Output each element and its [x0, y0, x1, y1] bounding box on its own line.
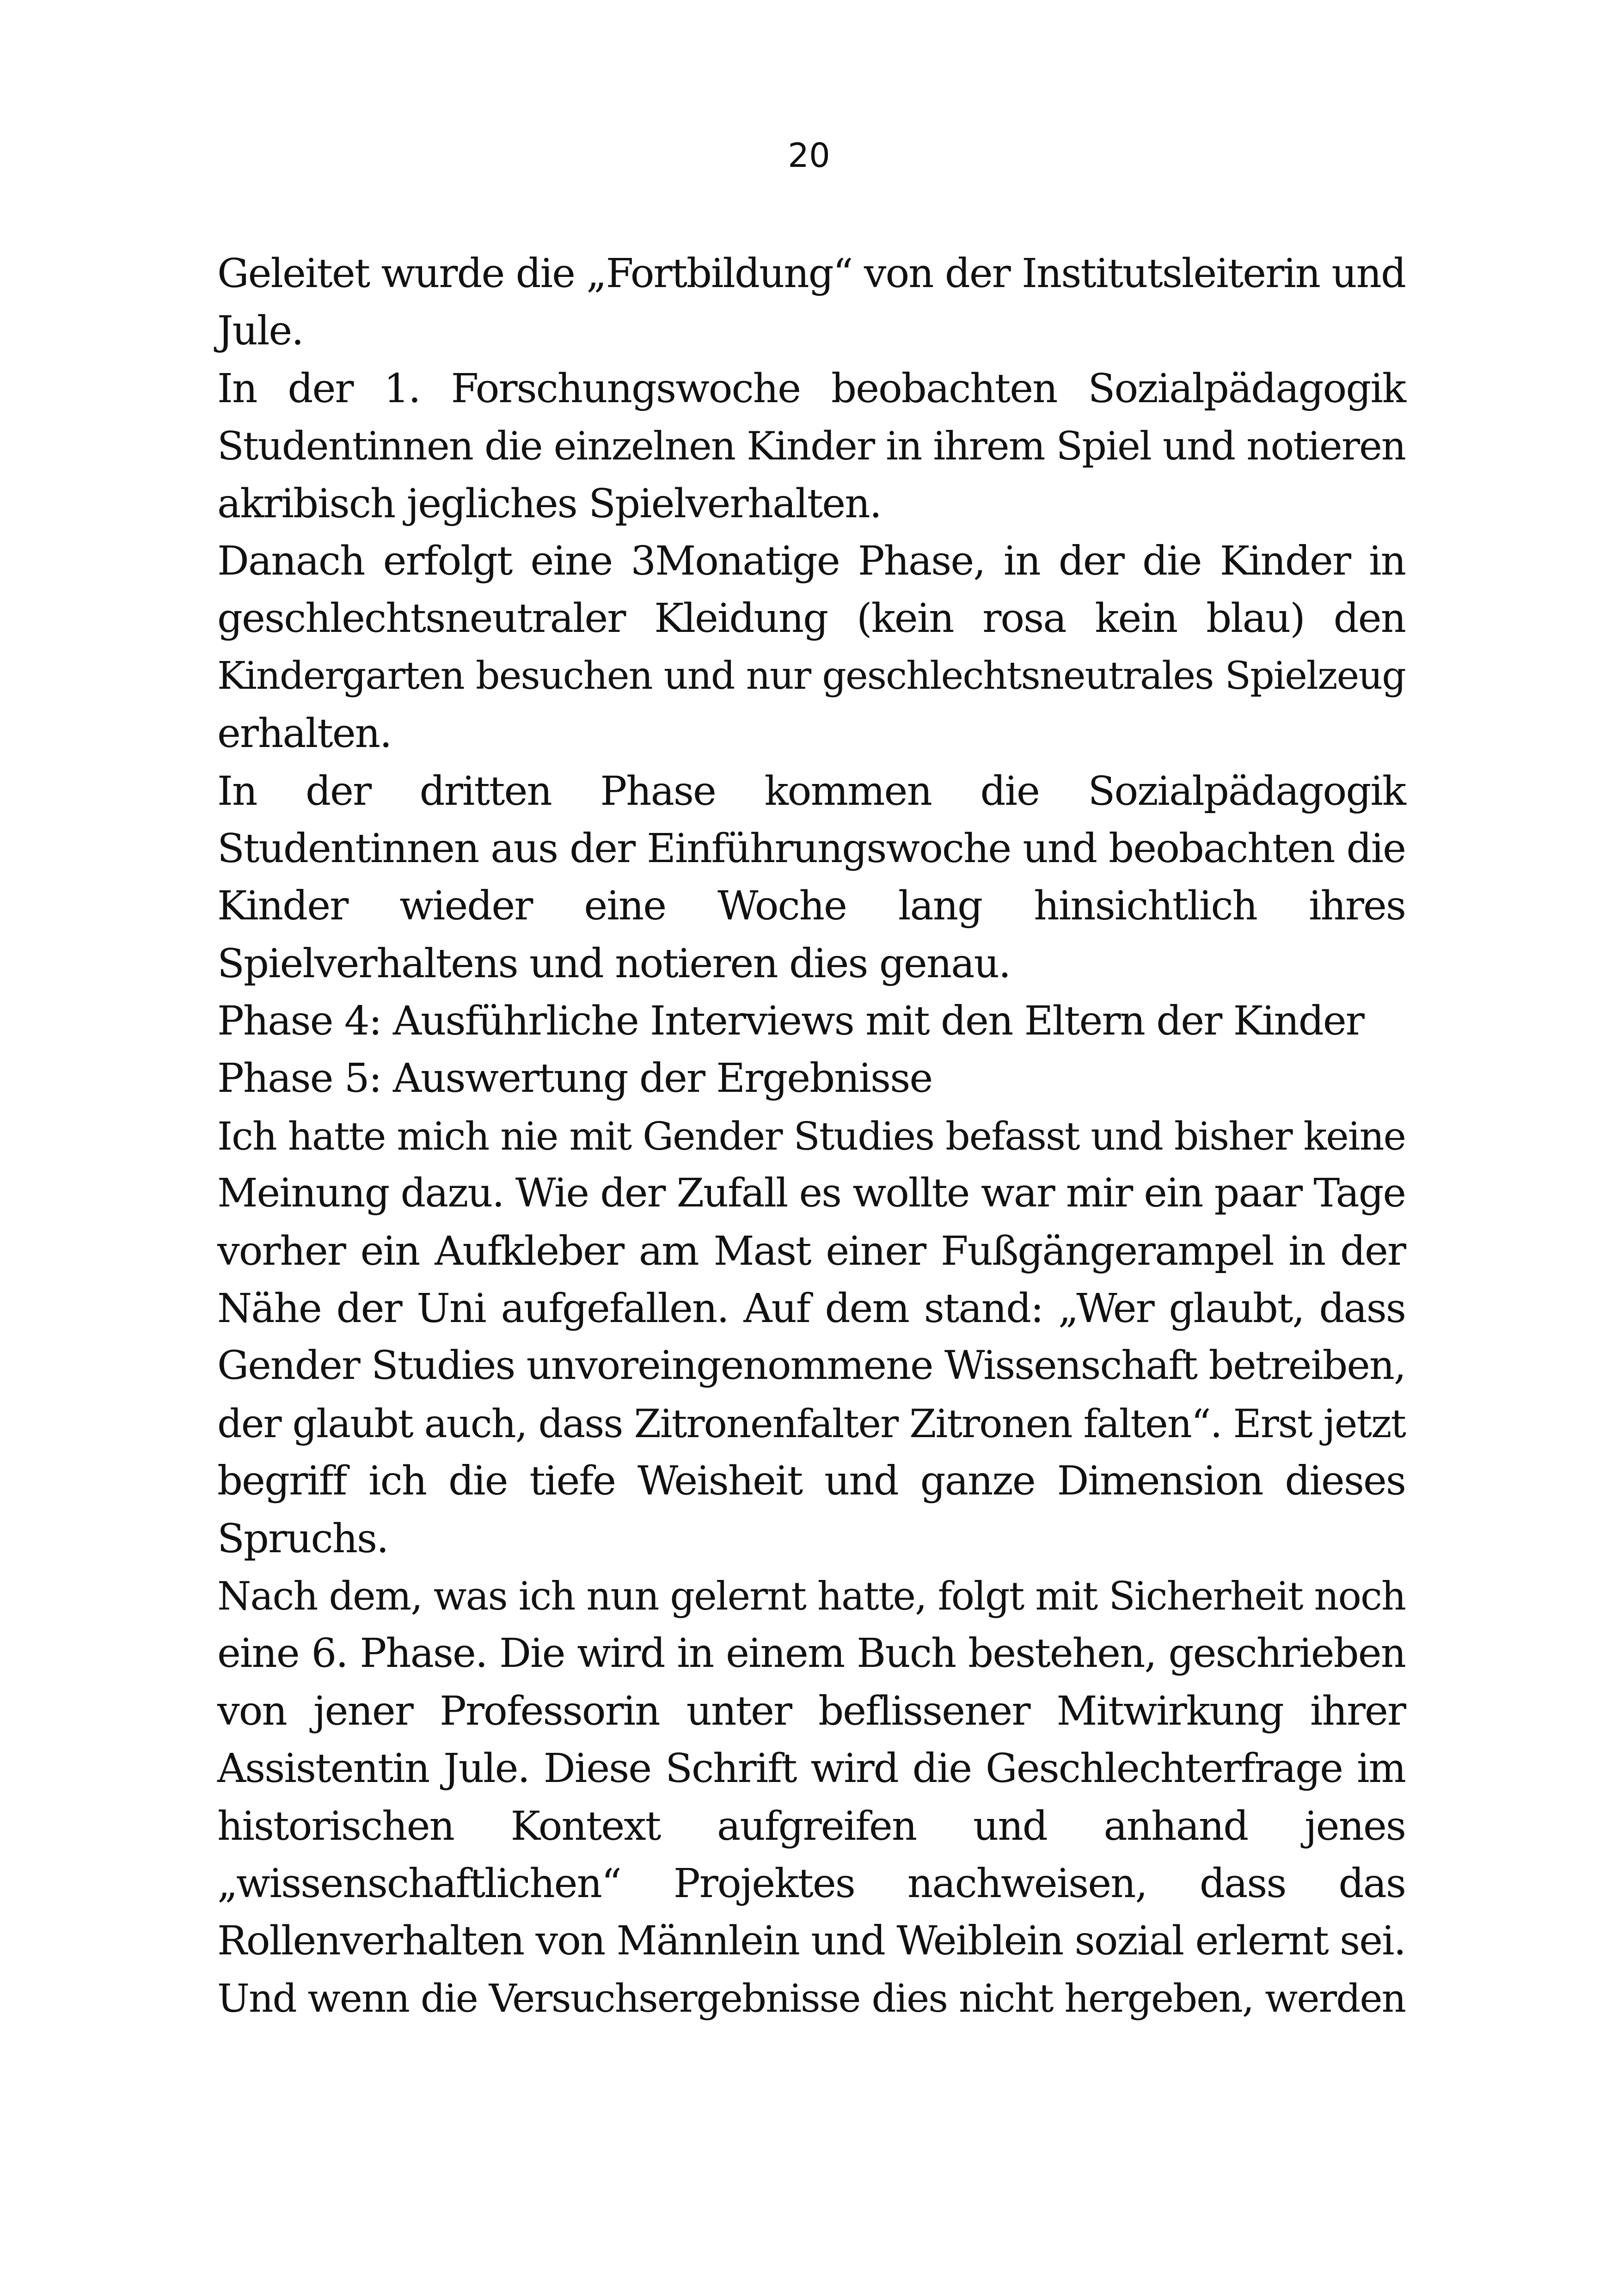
- text-line: von jener Professorin unter beflissener Mitwirkung ihrer: [217, 1688, 1405, 1734]
- text-line: In der 1. Forschungswoche beobachten Sozialpädagogik: [217, 365, 1405, 412]
- text-line: Danach erfolgt eine 3Monatige Phase, in der die Kinder in: [217, 538, 1405, 584]
- text-line: der glaubt auch, dass Zitronenfalter Zitronen falten“. Erst jetzt: [217, 1401, 1405, 1446]
- paragraph: [217, 1108, 1405, 1567]
- text-line: erhalten.: [217, 710, 392, 757]
- text-line: Nähe der Uni aufgefallen. Auf dem stand: „Wer glaubt, dass: [217, 1286, 1405, 1332]
- text-line: Studentinnen die einzelnen Kinder in ihrem Spiel und notieren: [217, 423, 1405, 469]
- text-line: Phase 5: Auswertung der Ergebnisse: [217, 1055, 932, 1102]
- text-line: Kinder wieder eine Woche lang hinsichtlich ihres: [217, 883, 1405, 930]
- paragraph: [217, 992, 1405, 1050]
- text-line: Kindergarten besuchen und nur geschlechtsneutrales Spielzeug: [217, 654, 1405, 698]
- text-line: geschlechtsneutraler Kleidung (kein rosa kein blau) den: [217, 595, 1405, 642]
- page-number: 20: [788, 136, 830, 175]
- text-line: Geleitet wurde die „Fortbildung“ von der Institutsleiterin und: [217, 251, 1405, 297]
- body-text: [217, 245, 1405, 2027]
- text-line: „wissenschaftlichen“ Projektes nachweisen, dass das: [217, 1860, 1405, 1907]
- paragraph: [217, 1567, 1405, 2027]
- text-line: In der dritten Phase kommen die Sozialpädagogik: [217, 768, 1405, 814]
- text-line: Ich hatte mich nie mit Gender Studies befasst und bisher keine: [217, 1113, 1405, 1159]
- text-line: Nach dem, was ich nun gelernt hatte, folgt mit Sicherheit noch: [217, 1573, 1405, 1619]
- text-line: historischen Kontext aufgreifen und anhand jenes: [217, 1803, 1405, 1849]
- text-line: vorher ein Aufkleber am Mast einer Fußgängerampel in der: [217, 1228, 1405, 1274]
- paragraph: [217, 245, 1405, 360]
- text-line: Meinung dazu. Wie der Zufall es wollte war mir ein paar Tage: [217, 1170, 1405, 1217]
- text-line: Rollenverhalten von Männlein und Weiblein sozial erlernt sei.: [217, 1918, 1405, 1965]
- text-line: Gender Studies unvoreingenommene Wissenschaft betreiben,: [217, 1343, 1405, 1389]
- paragraph: [217, 533, 1405, 763]
- text-line: eine 6. Phase. Die wird in einem Buch bestehen, geschrieben: [217, 1630, 1405, 1677]
- text-line: Und wenn die Versuchsergebnisse dies nicht hergeben, werden: [217, 1976, 1405, 2021]
- text-line: Spruchs.: [217, 1515, 388, 1562]
- text-line: Assistentin Jule. Diese Schrift wird die Geschlechterfrage im: [217, 1745, 1405, 1792]
- text-line: Phase 4: Ausführliche Interviews mit den Eltern der Kinder: [217, 998, 1364, 1045]
- text-line: begriff ich die tiefe Weisheit und ganze Dimension dieses: [217, 1458, 1405, 1505]
- text-line: akribisch jegliches Spielverhalten.: [217, 480, 881, 527]
- paragraph: [217, 763, 1405, 993]
- text-line: Studentinnen aus der Einführungswoche und beobachten die: [217, 825, 1405, 872]
- text-line: Jule.: [217, 308, 303, 355]
- paragraph: [217, 1050, 1405, 1107]
- text-line: Spielverhaltens und notieren dies genau.: [217, 940, 1011, 987]
- paragraph: [217, 360, 1405, 533]
